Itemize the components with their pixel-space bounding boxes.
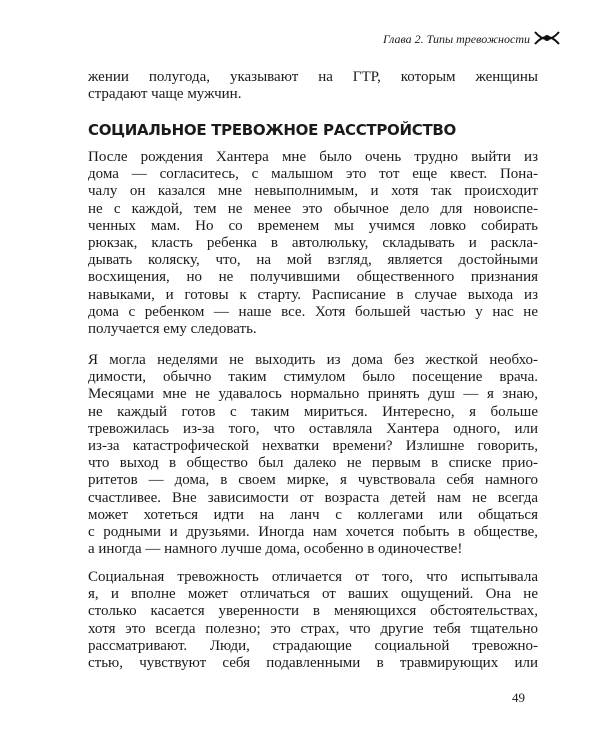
text-line: дома с ребенком — наше все. Хотя большей частью у нас не bbox=[88, 303, 538, 320]
text-line: рассматривают. Люди, страдающие социальной тревожно- bbox=[88, 637, 538, 654]
text-line: из-за катастрофической нехватки времени? Излишне говорить, bbox=[88, 437, 538, 454]
text-line: не каждый готов с таким мириться. Интересно, я больше bbox=[88, 403, 538, 420]
paragraph-1 bbox=[88, 149, 538, 338]
text-line: дывать коляску, что, на мой взгляд, является достойными bbox=[88, 252, 538, 269]
text-line: хотя это всегда полезно; это страх, что другие тебя тщательно bbox=[88, 620, 538, 637]
text-line: страдают чаще мужчин. bbox=[88, 86, 242, 103]
text-line: столько касается уверенности в меняющихся обстоятельствах, bbox=[88, 603, 538, 620]
page-number: 49 bbox=[512, 690, 525, 705]
text-line: что выход в общество был далеко не первым в списке прио- bbox=[88, 455, 538, 472]
eye-icon bbox=[534, 30, 560, 46]
text-line: Я могла неделями не выходить из дома без жесткой необхо- bbox=[88, 352, 538, 368]
text-line: получается ему следовать. bbox=[88, 320, 257, 337]
text-line: рюкзак, класть ребенка в автолюльку, складывать и раскла- bbox=[88, 234, 538, 251]
text-line: не с каждой, тем не менее это обычное дело для новоиспе- bbox=[88, 200, 538, 217]
text-line: димости, обычно таким стимулом было посещение врача. bbox=[88, 369, 538, 386]
text-line: с родными и друзьями. Иногда нам хочется побыть в обществе, bbox=[88, 523, 538, 540]
text-line: Месяцами мне не удавалось нормально принять душ — я знаю, bbox=[88, 386, 538, 403]
text-line: ритетов — дома, в своем мирке, я чувствовала себя намного bbox=[88, 472, 538, 489]
text-line: стью, чувствуют себя подавленными в травмирующих или bbox=[88, 654, 538, 671]
paragraph-3 bbox=[88, 569, 538, 672]
text-line: восхищения, но не получившими общественного признания bbox=[88, 269, 538, 286]
text-line: может хотеться идти на ланч с коллегами или общаться bbox=[88, 506, 538, 523]
text-line: дома — согласитесь, с малышом это тот еще квест. Пона- bbox=[88, 166, 538, 183]
paragraph-2 bbox=[88, 352, 538, 558]
text-line: Социальная тревожность отличается от того, что испытывала bbox=[88, 569, 538, 585]
intro-text bbox=[88, 69, 538, 103]
text-line: чалу он казался мне невыполнимым, и хотя так происходит bbox=[88, 183, 538, 200]
text-line: После рождения Хантера мне было очень трудно выйти из bbox=[88, 149, 538, 165]
section-heading: СОЦИАЛЬНОЕ ТРЕВОЖНОЕ РАССТРОЙСТВО bbox=[88, 121, 456, 139]
text-line: я, и вполне может отличаться от ваших ощущений. Она не bbox=[88, 586, 538, 603]
text-line: ченных мам. Но со временем мы учимся ловко собирать bbox=[88, 217, 538, 234]
text-line: навыками, и готовы к старту. Расписание в случае выхода из bbox=[88, 286, 538, 303]
text-line: а иногда — намного лучше дома, особенно в одиночестве! bbox=[88, 541, 463, 558]
text-line: жении полугода, указывают на ГТР, которым женщины bbox=[88, 69, 538, 85]
running-title: Глава 2. Типы тревожности bbox=[382, 32, 530, 46]
text-line: тревожилась из-за того, что оставляла Хантера одного, или bbox=[88, 420, 538, 437]
text-line: счастливее. Вне зависимости от возраста детей нам не всегда bbox=[88, 489, 538, 506]
